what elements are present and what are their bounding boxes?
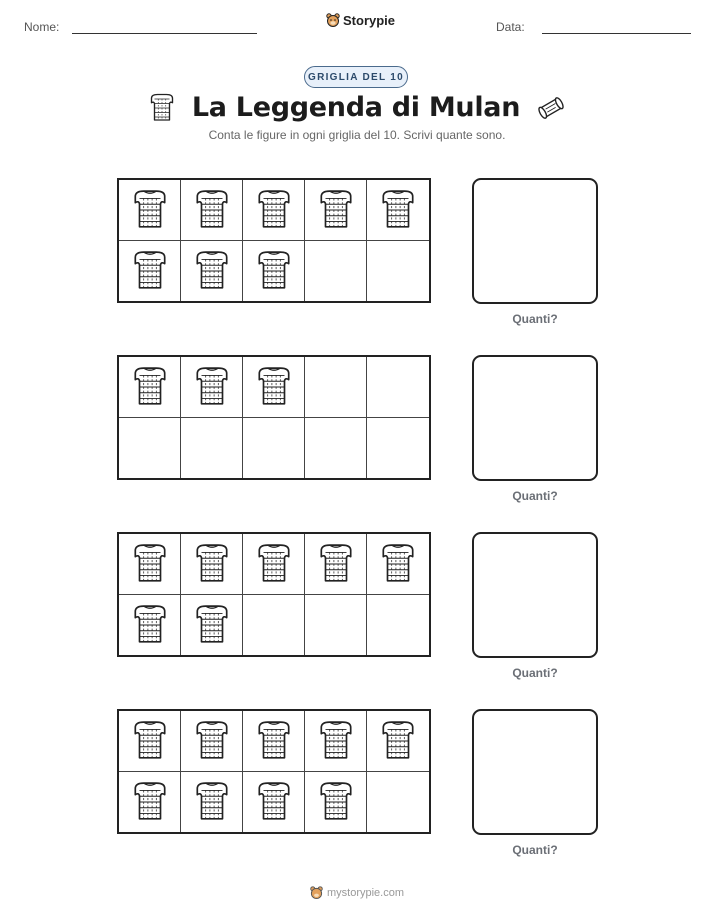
ten-frame-cell [367, 418, 429, 479]
ten-frame-cell [367, 595, 429, 656]
armor-icon [317, 543, 355, 585]
armor-icon [255, 720, 293, 762]
ten-frame-cell [367, 241, 429, 302]
ten-frame-cell [243, 772, 305, 833]
armor-icon [379, 189, 417, 231]
armor-icon [379, 720, 417, 762]
ten-frame-cell [367, 534, 429, 595]
ten-frame-cell [119, 711, 181, 772]
ten-frame-cell [243, 180, 305, 241]
ten-frame-cell [243, 534, 305, 595]
armor-icon [255, 543, 293, 585]
ten-frame-1 [117, 178, 431, 303]
ten-frame-cell [243, 418, 305, 479]
answer-box-4[interactable] [472, 709, 598, 835]
ten-frame-cell [181, 418, 243, 479]
ten-frame-cell [181, 534, 243, 595]
ten-frame-cell [305, 357, 367, 418]
ten-frame-cell [243, 241, 305, 302]
ten-frame-cell [305, 772, 367, 833]
ten-frame-cell [119, 418, 181, 479]
armor-icon [255, 250, 293, 292]
ten-frame-4 [117, 709, 431, 834]
armor-icon [131, 250, 169, 292]
title-row [0, 92, 714, 123]
scroll-icon [536, 95, 566, 121]
ten-frame-cell [243, 711, 305, 772]
name-label: Nome: [24, 20, 60, 34]
ten-frame-cell [305, 418, 367, 479]
answer-box-2[interactable] [472, 355, 598, 481]
ten-frame-cell [181, 711, 243, 772]
armor-icon [255, 189, 293, 231]
date-label: Data: [496, 20, 525, 34]
ten-frame-cell [305, 180, 367, 241]
armor-icon [317, 189, 355, 231]
instructions: Conta le figure in ogni griglia del 10. Scrivi quante sono. [208, 128, 506, 142]
ten-frame-cell [181, 180, 243, 241]
armor-icon [193, 250, 231, 292]
armor-icon [317, 720, 355, 762]
answer-prompt-4: Quanti? [512, 843, 558, 857]
ten-frame-cell [243, 357, 305, 418]
armor-icon [317, 781, 355, 823]
page-title: La Leggenda di Mulan [191, 92, 521, 123]
ten-frame-cell [367, 772, 429, 833]
armor-icon [255, 781, 293, 823]
ten-frame-cell [367, 711, 429, 772]
armor-icon [193, 604, 231, 646]
ten-frame-cell [119, 241, 181, 302]
armor-icon [148, 93, 176, 123]
ten-frame-cell [181, 595, 243, 656]
armor-icon [193, 720, 231, 762]
armor-icon [193, 366, 231, 408]
armor-icon [131, 366, 169, 408]
footer-url: mystorypie.com [326, 887, 405, 899]
ten-frame-cell [119, 534, 181, 595]
brand-logo [326, 13, 395, 28]
ten-frame-cell [181, 357, 243, 418]
name-line[interactable] [72, 33, 257, 34]
armor-icon [131, 189, 169, 231]
ten-frame-cell [119, 357, 181, 418]
ten-frame-cell [367, 357, 429, 418]
armor-icon [379, 543, 417, 585]
armor-icon [131, 781, 169, 823]
armor-icon [255, 366, 293, 408]
date-line[interactable] [542, 33, 691, 34]
ten-frame-cell [305, 595, 367, 656]
answer-prompt-1: Quanti? [512, 312, 558, 326]
ten-frame-cell [305, 711, 367, 772]
ten-frame-cell [119, 180, 181, 241]
armor-icon [193, 543, 231, 585]
bear-icon [326, 13, 340, 28]
ten-frame-cell [305, 241, 367, 302]
ten-frame-3 [117, 532, 431, 657]
brand-name: Storypie [343, 13, 396, 28]
armor-icon [193, 781, 231, 823]
ten-frame-cell [119, 772, 181, 833]
ten-frame-cell [181, 241, 243, 302]
armor-icon [193, 189, 231, 231]
worksheet-badge: GRIGLIA DEL 10 [304, 66, 408, 88]
ten-frame-cell [243, 595, 305, 656]
armor-icon [131, 720, 169, 762]
ten-frame-cell [305, 534, 367, 595]
ten-frame-cell [119, 595, 181, 656]
answer-prompt-2: Quanti? [512, 489, 558, 503]
answer-prompt-3: Quanti? [512, 666, 558, 680]
ten-frame-cell [367, 180, 429, 241]
armor-icon [131, 543, 169, 585]
bear-icon [310, 886, 323, 900]
ten-frame-2 [117, 355, 431, 480]
answer-box-3[interactable] [472, 532, 598, 658]
ten-frame-cell [181, 772, 243, 833]
footer [0, 886, 714, 900]
armor-icon [131, 604, 169, 646]
answer-box-1[interactable] [472, 178, 598, 304]
